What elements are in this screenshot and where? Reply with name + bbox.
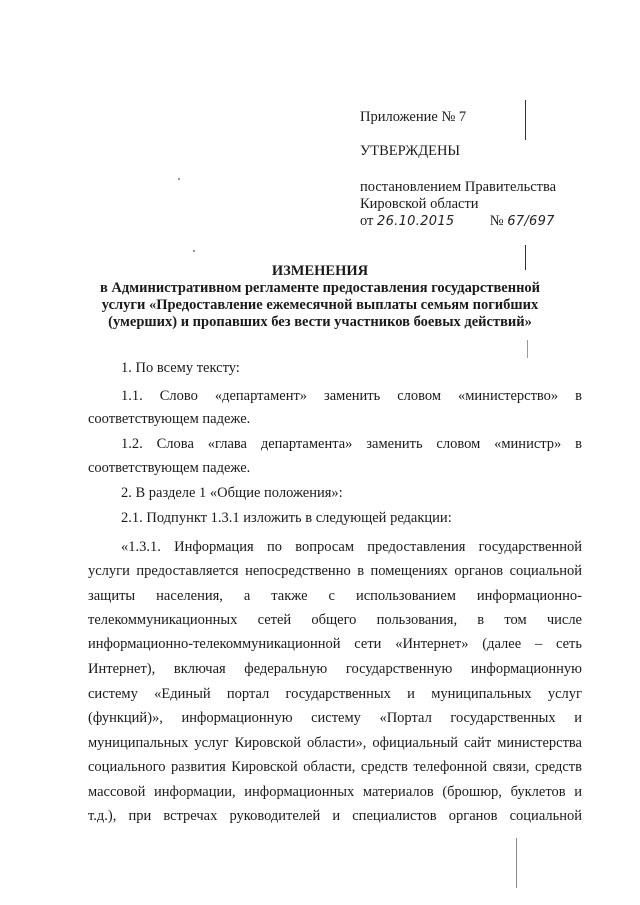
- quote-line: информационно-телекоммуникационной сети «Интернет» (далее – сеть: [88, 636, 582, 652]
- decree-line-2: Кировской области: [360, 196, 479, 212]
- number-handwritten: 67/697: [507, 214, 555, 229]
- title-line-1: в Административном регламенте предоставления государственной: [99, 280, 541, 296]
- paragraph-2: 2. В разделе 1 «Общие положения»:: [121, 485, 343, 501]
- paragraph-1: 1. По всему тексту:: [121, 360, 240, 376]
- number-prefix: №: [489, 213, 504, 229]
- quote-line: «1.3.1. Информация по вопросам предоставления государственной: [121, 539, 582, 555]
- paragraph-1-2-line-2: соответствующем падеже.: [88, 460, 251, 476]
- scan-mark: [516, 838, 517, 888]
- decree-line-1: постановлением Правительства: [360, 179, 557, 195]
- approved-label: УТВЕРЖДЕНЫ: [360, 143, 461, 159]
- paragraph-1-2-line-1: 1.2. Слова «глава департамента» заменить словом «министр» в: [121, 436, 582, 452]
- scan-mark: [525, 100, 526, 140]
- document-heading: ИЗМЕНЕНИЯ: [271, 263, 369, 279]
- scan-speck: [193, 250, 195, 252]
- scan-speck: [178, 178, 180, 180]
- date-handwritten: 26.10.2015: [377, 214, 455, 229]
- quote-line: (функций)», информационную систему «Портал государственных и: [88, 710, 582, 726]
- decree-date-line: [360, 213, 555, 230]
- quote-line: систему «Единый портал государственных и муниципальных услуг: [88, 686, 582, 702]
- paragraph-1-1-line-1: 1.1. Слово «департамент» заменить словом «министерство» в: [121, 388, 582, 404]
- quote-line: т.д.), при встречах руководителей и специалистов органов социальной: [88, 808, 582, 824]
- quote-line: массовой информации, информационных материалов (брошюр, буклетов и: [88, 784, 582, 800]
- title-line-2: услуги «Предоставление ежемесячной выплаты семьям погибших: [101, 297, 539, 313]
- paragraph-1-1-line-2: соответствующем падеже.: [88, 411, 251, 427]
- title-line-3: (умерших) и пропавших без вести участников боевых действий»: [108, 314, 532, 330]
- date-prefix: от: [360, 213, 374, 229]
- paragraph-2-1: 2.1. Подпункт 1.3.1 изложить в следующей редакции:: [121, 510, 452, 526]
- quote-line: Интернет), включая федеральную государственную информационную: [88, 661, 582, 677]
- quote-line: телекоммуникационных сетей общего пользования, в том числе: [88, 612, 582, 628]
- quote-line: муниципальных услуг Кировской области», официальный сайт министерства: [88, 735, 582, 751]
- quote-line: услуги предоставляется непосредственно в помещениях органов социальной: [88, 563, 582, 579]
- appendix-label: Приложение № 7: [360, 109, 467, 125]
- quote-line: социального развития Кировской области, средств телефонной связи, средств: [88, 759, 582, 775]
- quote-line: защиты населения, а также с использованием информационно-: [88, 588, 582, 604]
